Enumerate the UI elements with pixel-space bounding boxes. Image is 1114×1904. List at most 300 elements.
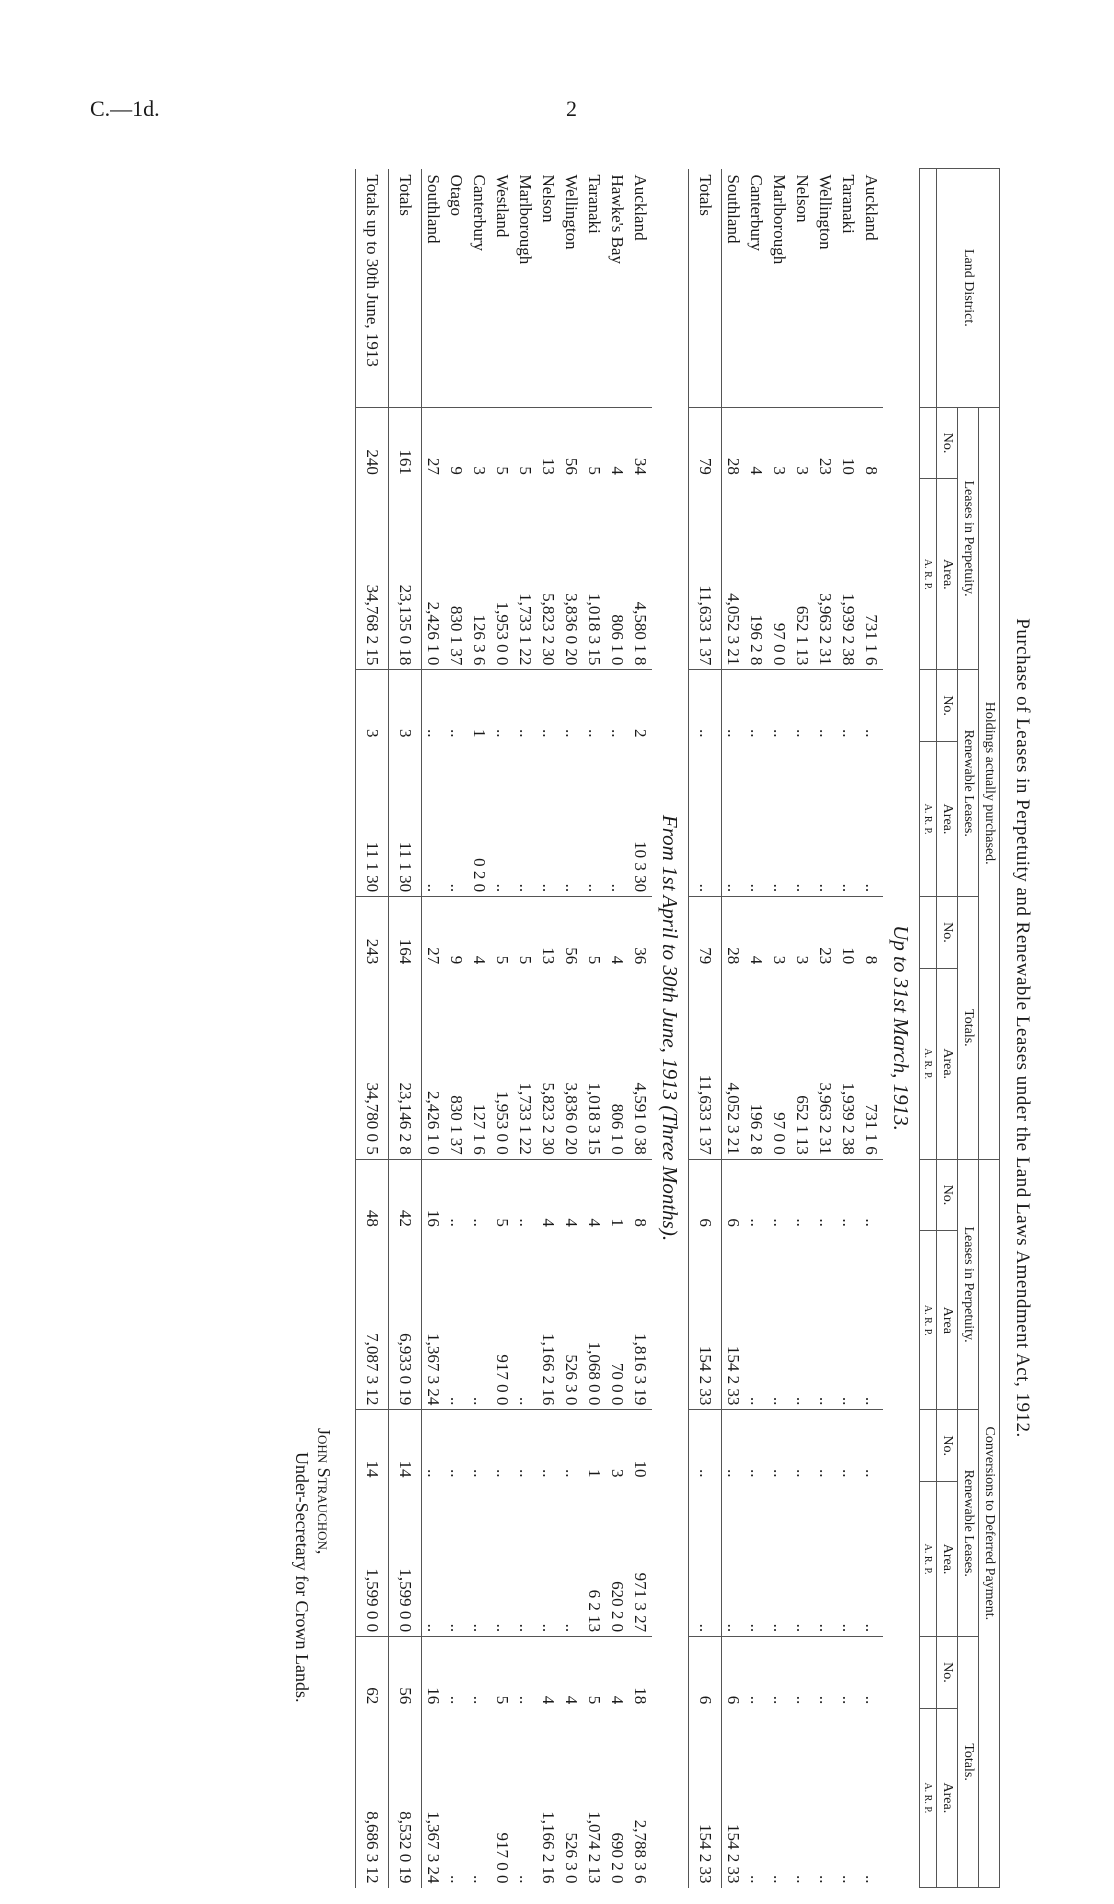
ct-no-cell: 18 [629, 1637, 652, 1709]
crl-a-cell: .. [470, 1623, 490, 1633]
land-district-cell: Auckland [631, 174, 651, 241]
clp-no-cell: 42 [389, 1159, 422, 1231]
land-district-cell: Totals up to 30th June, 1913 [356, 169, 389, 408]
crl-no-cell: .. [722, 1410, 746, 1482]
t-a-cell: 11,633 1 37 [689, 968, 722, 1159]
table-title: Purchase of Leases in Perpetuity and Renewable Leases under the Land Laws Amendment Act, 1912. [1012, 618, 1033, 1438]
page-number: 2 [566, 96, 577, 121]
land-district-cell: Marlborough [516, 174, 536, 265]
clp-no-cell: 16 [422, 1159, 446, 1231]
land-district-cell: Otago [447, 174, 467, 217]
crl-a-cell: .. [562, 1623, 582, 1633]
land-district-cell: Southland [724, 174, 744, 244]
clp-no-cell: .. [814, 1159, 837, 1231]
t-a-cell: 1,939 2 38 [839, 1082, 859, 1155]
clp-no-cell: .. [860, 1159, 883, 1231]
crl-no-cell: .. [814, 1410, 837, 1482]
rl-no-cell: .. [722, 670, 746, 742]
table-row [491, 169, 514, 1888]
lp-no-cell: 9 [445, 407, 468, 479]
t-no-cell: 13 [537, 897, 560, 969]
table-row [860, 169, 883, 1888]
crl-no-cell: 10 [629, 1410, 652, 1482]
lp-a-cell: 3,836 0 20 [562, 593, 582, 666]
header-area: Area. [937, 1708, 958, 1887]
land-district-cell: Wellington [562, 174, 582, 250]
clp-a-cell: .. [447, 1396, 467, 1406]
ct-a-cell: 690 2 0 [608, 1832, 628, 1884]
lp-no-cell: 34 [629, 407, 652, 479]
ct-no-cell: .. [837, 1637, 860, 1709]
rl-a-cell: 0 2 0 [470, 858, 490, 893]
crl-no-cell: 14 [389, 1410, 422, 1482]
ct-no-cell: 6 [689, 1637, 722, 1709]
crl-a-cell: 6 2 13 [585, 1589, 605, 1633]
lp-a-cell: 1,939 2 38 [839, 593, 859, 666]
clp-a-cell: .. [516, 1396, 536, 1406]
land-district-cell: Canterbury [470, 174, 490, 251]
land-district-cell: Taranaki [839, 174, 859, 234]
clp-a-cell: 1,166 2 16 [539, 1333, 559, 1406]
rl-no-cell: .. [445, 670, 468, 742]
crl-no-cell: 14 [356, 1410, 389, 1482]
t-a-cell: 2,426 1 0 [424, 1090, 444, 1155]
clp-a-cell: 1,068 0 0 [585, 1341, 605, 1406]
lp-a-cell: 806 1 0 [608, 614, 628, 666]
ct-a-cell: .. [516, 1875, 536, 1884]
crl-a-cell: 1,599 0 0 [356, 1481, 389, 1636]
header-lp-conversions: Leases in Perpetuity. [958, 1159, 979, 1410]
rl-no-cell: .. [745, 670, 768, 742]
lp-no-cell: 8 [860, 407, 883, 479]
header-land-district: Land District. [937, 169, 1000, 408]
lp-a-cell: 196 2 8 [747, 614, 767, 666]
lp-a-cell: 4,052 3 21 [724, 593, 744, 666]
lp-a-cell: 34,768 2 15 [356, 479, 389, 670]
rl-no-cell: 1 [468, 670, 491, 742]
t-no-cell: 4 [745, 897, 768, 969]
header-no: No. [937, 670, 958, 742]
crl-no-cell: .. [860, 1410, 883, 1482]
units-label: A. R. P. [920, 1481, 937, 1636]
clp-a-cell: 7,087 3 12 [356, 1231, 389, 1410]
signatory-title: Under-Secretary for Crown Lands. [292, 1452, 312, 1703]
clp-a-cell: .. [862, 1396, 882, 1406]
clp-a-cell: .. [793, 1396, 813, 1406]
t-no-cell: 4 [606, 897, 629, 969]
lp-a-cell: 652 1 13 [793, 605, 813, 666]
clp-no-cell: 6 [722, 1159, 746, 1231]
clp-no-cell: .. [445, 1159, 468, 1231]
leases-table [355, 168, 1000, 1888]
ct-a-cell: 154 2 33 [689, 1708, 722, 1887]
crl-no-cell: .. [537, 1410, 560, 1482]
t-a-cell: 830 1 37 [447, 1095, 467, 1155]
rl-a-cell: .. [816, 883, 836, 893]
ct-no-cell: 4 [560, 1637, 583, 1709]
clp-a-cell: .. [747, 1396, 767, 1406]
land-district-cell: Auckland [862, 174, 882, 241]
clp-no-cell: .. [791, 1159, 814, 1231]
units-label: A. R. P. [920, 968, 937, 1159]
crl-no-cell: .. [560, 1410, 583, 1482]
table-row [468, 169, 491, 1888]
crl-a-cell: .. [793, 1623, 813, 1633]
t-no-cell: 4 [468, 897, 491, 969]
crl-a-cell: .. [724, 1623, 744, 1633]
rl-no-cell: .. [537, 670, 560, 742]
rl-a-cell: 11 1 30 [389, 741, 422, 896]
ct-no-cell: .. [468, 1637, 491, 1709]
rl-no-cell: .. [814, 670, 837, 742]
rl-a-cell: .. [516, 883, 536, 893]
crl-no-cell: .. [514, 1410, 537, 1482]
land-district-cell: Hawke's Bay [608, 174, 628, 264]
ct-no-cell: 16 [422, 1637, 446, 1709]
lp-no-cell: 3 [468, 407, 491, 479]
crl-a-cell: .. [447, 1623, 467, 1633]
lp-a-cell: 97 0 0 [770, 622, 790, 666]
units-label: A. R. P. [920, 1708, 937, 1887]
crl-a-cell: .. [839, 1623, 859, 1633]
section-label-second: From 1st April to 30th June, 1913 (Three Months). [652, 169, 689, 1888]
t-no-cell: 28 [722, 897, 746, 969]
rl-no-cell: 2 [629, 670, 652, 742]
t-a-cell: 23,146 2 8 [389, 968, 422, 1159]
clp-no-cell: 4 [537, 1159, 560, 1231]
land-district-cell: Marlborough [770, 174, 790, 265]
clp-no-cell: 1 [606, 1159, 629, 1231]
rl-a-cell: .. [539, 883, 559, 893]
rl-a-cell: .. [724, 883, 744, 893]
rotated-table-page [124, 168, 1044, 1888]
land-district-cell: Southland [424, 174, 444, 244]
clp-no-cell: 6 [689, 1159, 722, 1231]
table-row [814, 169, 837, 1888]
table-row [560, 169, 583, 1888]
table-row [606, 169, 629, 1888]
clp-a-cell: 6,933 0 19 [389, 1231, 422, 1410]
header-area: Area. [937, 741, 958, 896]
ct-no-cell: 5 [491, 1637, 514, 1709]
clp-a-cell: .. [470, 1396, 490, 1406]
land-district-cell: Canterbury [747, 174, 767, 251]
units-label: A. R. P. [920, 479, 937, 670]
crl-no-cell: .. [689, 1410, 722, 1482]
rl-a-cell: .. [608, 883, 628, 893]
lp-a-cell: 11,633 1 37 [689, 479, 722, 670]
clp-a-cell: .. [816, 1396, 836, 1406]
t-no-cell: 36 [629, 897, 652, 969]
lp-no-cell: 13 [537, 407, 560, 479]
crl-a-cell: .. [862, 1623, 882, 1633]
clp-a-cell: 70 0 0 [608, 1362, 628, 1406]
t-no-cell: 56 [560, 897, 583, 969]
header-conversions: Conversions to Deferred Payment. [979, 1159, 1000, 1887]
signatory-name: John Strauchon, [314, 1428, 334, 1555]
crl-no-cell: 3 [606, 1410, 629, 1482]
crl-a-cell: .. [770, 1623, 790, 1633]
lp-no-cell: 79 [689, 407, 722, 479]
clp-no-cell: .. [468, 1159, 491, 1231]
header-no: No. [937, 407, 958, 479]
t-a-cell: 3,836 0 20 [562, 1082, 582, 1155]
ct-no-cell: .. [860, 1637, 883, 1709]
units-label: A. R. P. [920, 741, 937, 896]
rl-no-cell: .. [491, 670, 514, 742]
lp-no-cell: 3 [791, 407, 814, 479]
clp-a-cell: 154 2 33 [724, 1345, 744, 1406]
t-no-cell: 3 [791, 897, 814, 969]
crl-a-cell: .. [516, 1623, 536, 1633]
rl-no-cell: 3 [356, 670, 389, 742]
t-no-cell: 3 [768, 897, 791, 969]
rl-a-cell: .. [793, 883, 813, 893]
table-row [768, 169, 791, 1888]
rl-a-cell: 11 1 30 [356, 741, 389, 896]
clp-a-cell: 1,367 3 24 [424, 1333, 444, 1406]
t-no-cell: 5 [514, 897, 537, 969]
t-a-cell: 652 1 13 [793, 1095, 813, 1155]
crl-no-cell: .. [768, 1410, 791, 1482]
lp-no-cell: 56 [560, 407, 583, 479]
crl-no-cell: .. [837, 1410, 860, 1482]
lp-a-cell: 1,733 1 22 [516, 593, 536, 666]
rl-a-cell: .. [424, 883, 444, 893]
clp-a-cell: 917 0 0 [493, 1354, 513, 1406]
ct-a-cell: 1,074 2 13 [585, 1811, 605, 1884]
t-no-cell: 9 [445, 897, 468, 969]
table-row [445, 169, 468, 1888]
lp-a-cell: 1,953 0 0 [493, 601, 513, 666]
rl-a-cell: .. [493, 883, 513, 893]
lp-no-cell: 161 [389, 407, 422, 479]
t-a-cell: 4,591 0 38 [631, 1082, 651, 1155]
header-no: No. [937, 1637, 958, 1709]
rl-a-cell: .. [747, 883, 767, 893]
land-district-cell: Totals [689, 169, 722, 408]
header-holdings: Holdings actually purchased. [979, 407, 1000, 1159]
ct-no-cell: .. [745, 1637, 768, 1709]
table-row [583, 169, 606, 1888]
crl-no-cell: .. [422, 1410, 446, 1482]
clp-no-cell: 4 [583, 1159, 606, 1231]
table-row [422, 169, 446, 1888]
clp-a-cell: 1,816 3 19 [631, 1333, 651, 1406]
clp-no-cell: .. [745, 1159, 768, 1231]
lp-a-cell: 2,426 1 0 [424, 601, 444, 666]
header-no: No. [937, 897, 958, 969]
ct-no-cell: 56 [389, 1637, 422, 1709]
t-a-cell: 5,823 2 30 [539, 1082, 559, 1155]
rl-a-cell: .. [585, 883, 605, 893]
lp-a-cell: 1,018 3 15 [585, 593, 605, 666]
ct-a-cell: .. [839, 1875, 859, 1884]
header-lp-holdings: Leases in Perpetuity. [958, 407, 979, 670]
lp-no-cell: 4 [745, 407, 768, 479]
lp-no-cell: 4 [606, 407, 629, 479]
t-no-cell: 27 [422, 897, 446, 969]
ct-a-cell: 154 2 33 [724, 1824, 744, 1884]
lp-no-cell: 240 [356, 407, 389, 479]
table-row [537, 169, 560, 1888]
t-a-cell: 1,018 3 15 [585, 1082, 605, 1155]
t-no-cell: 5 [491, 897, 514, 969]
ct-a-cell: .. [470, 1875, 490, 1884]
ct-a-cell: .. [770, 1875, 790, 1884]
lp-no-cell: 5 [491, 407, 514, 479]
lp-a-cell: 126 3 6 [470, 614, 490, 666]
ct-a-cell: .. [747, 1875, 767, 1884]
land-district-cell: Totals [389, 169, 422, 408]
land-district-cell: Westland [493, 174, 513, 238]
rl-a-cell: .. [689, 741, 722, 896]
land-district-cell: Taranaki [585, 174, 605, 234]
header-area: Area. [937, 968, 958, 1159]
ct-a-cell: 8,686 3 12 [356, 1708, 389, 1887]
lp-a-cell: 5,823 2 30 [539, 593, 559, 666]
header-rl-holdings: Renewable Leases. [958, 670, 979, 897]
rl-a-cell: 10 3 30 [631, 841, 651, 893]
ct-no-cell: .. [814, 1637, 837, 1709]
crl-no-cell: .. [491, 1410, 514, 1482]
clp-a-cell: .. [770, 1396, 790, 1406]
ct-a-cell: .. [447, 1875, 467, 1884]
header-area: Area. [937, 1481, 958, 1636]
t-no-cell: 10 [837, 897, 860, 969]
rl-no-cell: .. [606, 670, 629, 742]
table-row [629, 169, 652, 1888]
rl-a-cell: .. [562, 883, 582, 893]
ct-a-cell: 526 3 0 [562, 1832, 582, 1884]
ct-no-cell: .. [445, 1637, 468, 1709]
t-no-cell: 23 [814, 897, 837, 969]
totals-row [389, 169, 422, 1888]
rl-no-cell: .. [514, 670, 537, 742]
rl-no-cell: .. [583, 670, 606, 742]
ct-no-cell: 5 [583, 1637, 606, 1709]
ct-no-cell: .. [514, 1637, 537, 1709]
clp-no-cell: 48 [356, 1159, 389, 1231]
crl-a-cell: .. [689, 1481, 722, 1636]
header-no: No. [937, 1159, 958, 1231]
table-row [722, 169, 746, 1888]
clp-a-cell: 526 3 0 [562, 1354, 582, 1406]
crl-a-cell: 620 2 0 [608, 1581, 628, 1633]
header-totals-holdings: Totals. [958, 897, 979, 1160]
t-no-cell: 8 [860, 897, 883, 969]
crl-a-cell: .. [539, 1623, 559, 1633]
t-a-cell: 731 1 6 [862, 1103, 882, 1155]
clp-no-cell: 4 [560, 1159, 583, 1231]
crl-a-cell: 1,599 0 0 [389, 1481, 422, 1636]
grand-totals-row [356, 169, 389, 1888]
lp-no-cell: 28 [722, 407, 746, 479]
lp-a-cell: 830 1 37 [447, 605, 467, 666]
header-totals-conversions: Totals. [958, 1637, 979, 1888]
t-a-cell: 127 1 6 [470, 1103, 490, 1155]
clp-no-cell: .. [514, 1159, 537, 1231]
t-a-cell: 34,780 0 5 [356, 968, 389, 1159]
lp-no-cell: 10 [837, 407, 860, 479]
crl-a-cell: .. [747, 1623, 767, 1633]
header-rl-conversions: Renewable Leases. [958, 1410, 979, 1637]
clp-no-cell: .. [837, 1159, 860, 1231]
clp-no-cell: .. [768, 1159, 791, 1231]
rl-no-cell: .. [560, 670, 583, 742]
rl-a-cell: .. [770, 883, 790, 893]
lp-a-cell: 3,963 2 31 [816, 593, 836, 666]
header-area: Area. [937, 479, 958, 670]
ct-a-cell: 917 0 0 [493, 1832, 513, 1884]
ct-no-cell: .. [768, 1637, 791, 1709]
table-row [837, 169, 860, 1888]
ct-a-cell: 2,788 3 6 [631, 1819, 651, 1884]
ct-a-cell: 1,166 2 16 [539, 1811, 559, 1884]
t-a-cell: 97 0 0 [770, 1112, 790, 1155]
crl-a-cell: .. [493, 1623, 513, 1633]
ct-no-cell: 4 [537, 1637, 560, 1709]
lp-a-cell: 731 1 6 [862, 614, 882, 666]
crl-no-cell: .. [445, 1410, 468, 1482]
header-area: Area [937, 1231, 958, 1410]
lp-a-cell: 4,580 1 8 [631, 601, 651, 666]
rl-a-cell: .. [839, 883, 859, 893]
rl-no-cell: .. [422, 670, 446, 742]
rl-a-cell: .. [862, 883, 882, 893]
section-label-first: Up to 31st March, 1913. [883, 169, 920, 1888]
t-no-cell: 5 [583, 897, 606, 969]
rl-no-cell: 3 [389, 670, 422, 742]
rl-no-cell: .. [768, 670, 791, 742]
lp-a-cell: 23,135 0 18 [389, 479, 422, 670]
ct-a-cell: .. [816, 1875, 836, 1884]
units-label: A. R. P. [920, 1231, 937, 1410]
ct-no-cell: 6 [722, 1637, 746, 1709]
ct-no-cell: .. [791, 1637, 814, 1709]
rl-a-cell: .. [447, 883, 467, 893]
t-a-cell: 4,052 3 21 [724, 1082, 744, 1155]
clp-a-cell: 154 2 33 [689, 1231, 722, 1410]
rl-no-cell: .. [689, 670, 722, 742]
land-district-cell: Nelson [539, 174, 559, 223]
table-row [514, 169, 537, 1888]
ct-no-cell: 62 [356, 1637, 389, 1709]
clp-no-cell: 8 [629, 1159, 652, 1231]
crl-a-cell: 971 3 27 [631, 1572, 651, 1633]
lp-no-cell: 5 [583, 407, 606, 479]
land-district-cell: Wellington [816, 174, 836, 250]
t-a-cell: 3,963 2 31 [816, 1082, 836, 1155]
rl-no-cell: .. [791, 670, 814, 742]
land-district-cell: Nelson [793, 174, 813, 223]
t-a-cell: 806 1 0 [608, 1103, 628, 1155]
header-no: No. [937, 1410, 958, 1482]
clp-a-cell: .. [839, 1396, 859, 1406]
ct-a-cell: 8,532 0 19 [389, 1708, 422, 1887]
ct-no-cell: 4 [606, 1637, 629, 1709]
ct-a-cell: .. [793, 1875, 813, 1884]
lp-no-cell: 27 [422, 407, 446, 479]
t-a-cell: 196 2 8 [747, 1103, 767, 1155]
lp-no-cell: 5 [514, 407, 537, 479]
t-a-cell: 1,733 1 22 [516, 1082, 536, 1155]
ct-a-cell: 1,367 3 24 [424, 1811, 444, 1884]
table-row [745, 169, 768, 1888]
crl-no-cell: .. [745, 1410, 768, 1482]
crl-no-cell: .. [468, 1410, 491, 1482]
crl-a-cell: .. [424, 1623, 444, 1633]
